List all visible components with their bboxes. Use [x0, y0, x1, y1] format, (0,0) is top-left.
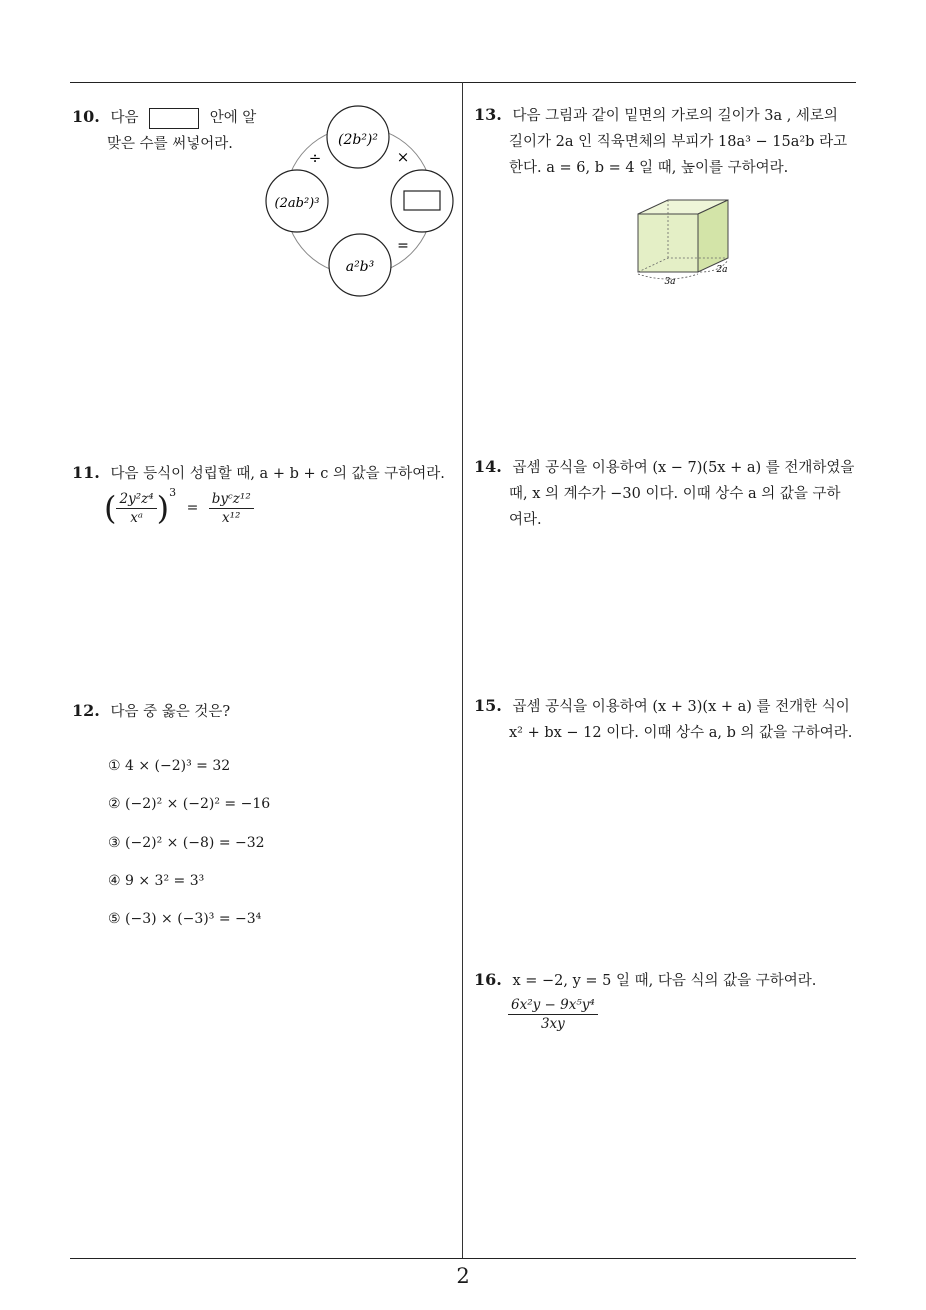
option-1[interactable]: ① 4 × (−2)³ = 32 [108, 758, 231, 774]
answer-blank-box [149, 108, 199, 129]
q10-text-line2: 맞은 수를 써넣어라. [107, 136, 233, 152]
rhs-fraction [209, 490, 254, 527]
cuboid-front-face [638, 214, 698, 272]
question-15 [474, 693, 852, 746]
circle-top-text: (2b²)² [337, 132, 379, 148]
rhs-denominator: x¹² [222, 509, 241, 526]
question-10 [72, 104, 256, 157]
question-number: 10. [72, 107, 100, 126]
depth-label: 2a [716, 265, 728, 275]
question-number: 11. [72, 463, 100, 482]
column-divider [462, 82, 463, 1258]
equals-sign: = [186, 500, 199, 516]
q12-text: 다음 중 옳은 것은? [110, 704, 231, 720]
q14-text-line1: 곱셈 공식을 이용하여 (x − 7)(5x + a) 를 전개하였을 [512, 460, 855, 476]
q13-text-line3: 한다. a = 6, b = 4 일 때, 높이를 구하여라. [509, 160, 789, 176]
q15-text-line1: 곱셈 공식을 이용하여 (x + 3)(x + a) 를 전개한 식이 [512, 699, 850, 715]
lhs-fraction [116, 490, 156, 527]
equals-sign: = [397, 238, 409, 254]
lhs-exponent: 3 [169, 486, 177, 500]
question-12 [72, 698, 230, 725]
question-number: 14. [474, 457, 502, 476]
question-16 [474, 967, 816, 994]
q14-text-line3: 여라. [509, 512, 542, 528]
q14-text-line2: 때, x 의 계수가 −30 이다. 이때 상수 a 의 값을 구하 [509, 486, 841, 502]
times-sign: × [396, 148, 410, 166]
q11-equation [104, 488, 254, 528]
q16-text-line1: x = −2, y = 5 일 때, 다음 식의 값을 구하여라. [512, 973, 817, 989]
question-number: 12. [72, 701, 100, 720]
q10-text-a: 다음 [110, 110, 139, 126]
question-number: 15. [474, 696, 502, 715]
question-13 [474, 102, 847, 181]
page-number: 2 [456, 1264, 470, 1288]
q16-numerator: 6x²y − 9x⁵y⁴ [508, 996, 598, 1015]
left-paren: ( [104, 489, 117, 527]
cuboid-figure [630, 192, 740, 292]
divide-sign: ÷ [308, 149, 322, 167]
q11-text: 다음 등식이 성립할 때, a + b + c 의 값을 구하여라. [110, 466, 445, 482]
rhs-numerator: byᶜz¹² [209, 490, 254, 509]
width-label: 3a [664, 277, 676, 287]
option-5[interactable]: ⑤ (−3) × (−3)³ = −3⁴ [108, 911, 262, 927]
circle-diagram [262, 104, 462, 304]
bottom-rule [70, 1258, 856, 1259]
question-11 [72, 460, 445, 487]
circle-bottom-text: a²b³ [345, 259, 375, 275]
question-14 [474, 454, 854, 533]
question-number: 16. [474, 970, 502, 989]
answer-box-in-circle [404, 191, 440, 210]
q13-text-line1: 다음 그림과 같이 밑면의 가로의 길이가 3a , 세로의 [512, 108, 838, 124]
q10-text-b: 안에 알 [209, 110, 257, 126]
option-4[interactable]: ④ 9 × 3² = 3³ [108, 873, 205, 889]
option-2[interactable]: ② (−2)² × (−2)² = −16 [108, 796, 271, 812]
question-number: 13. [474, 105, 502, 124]
q16-fraction [508, 996, 598, 1033]
q16-denominator: 3xy [540, 1016, 565, 1032]
top-rule [70, 82, 856, 83]
q15-text-line2: x² + bx − 12 이다. 이때 상수 a, b 의 값을 구하여라. [509, 725, 853, 741]
lhs-denominator: xᵃ [130, 509, 143, 526]
q13-text-line2: 길이가 2a 인 직육면체의 부피가 18a³ − 15a²b 라고 [509, 134, 848, 150]
option-3[interactable]: ③ (−2)² × (−8) = −32 [108, 835, 265, 851]
q16-expression [508, 996, 598, 1033]
right-paren: ) [156, 489, 170, 527]
circle-left-text: (2ab²)³ [274, 196, 320, 211]
lhs-numerator: 2y²z⁴ [116, 490, 156, 509]
